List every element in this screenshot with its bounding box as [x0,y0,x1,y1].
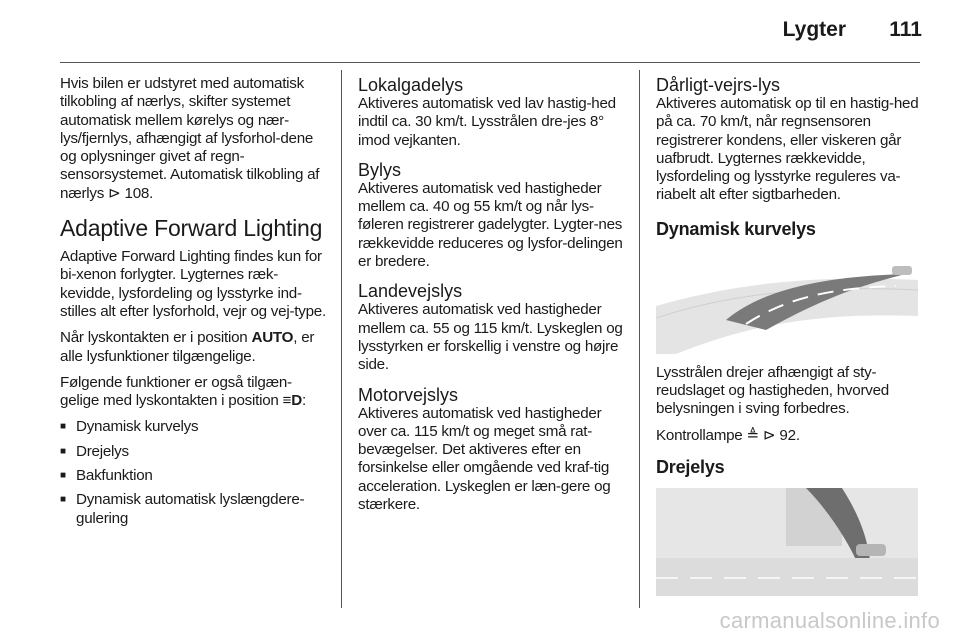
body-paragraph: Aktiveres automatisk ved hastigheder mellem ca. 40 og 55 km/t og når lys-føleren registrerer gadelygter. Lygter-nes rækkevidde reduceres og lysfor-delingen er bredere. [358,179,623,271]
lamp-text: Kontrollampe [656,426,743,444]
subheading: Landevejslys [358,281,463,302]
lamp-paragraph [656,427,922,445]
turn-light-illustration [656,488,918,596]
functions-list [60,418,328,527]
functions-text: Følgende funktioner er også tilgæn-gelige med lyskontakten i position [60,373,292,410]
column-divider [639,70,640,608]
auto-paragraph [60,329,328,366]
afl-control-lamp-icon: ≜ [746,426,759,444]
subheading: Motorvejslys [358,384,459,405]
page-number: 111 [889,18,922,41]
intro-page-ref[interactable]: 108. [124,184,154,202]
header-rule [60,62,920,63]
body-paragraph: Aktiveres automatisk op til en hastig-hed på ca. 70 km/t, når regnsensoren registrerer kondens, eller viskeren går uafbrudt. Lygternes rækkevidde, lysfordeling og lysstyrke reguleres va-riabelt alt efter sigtbarheden. [656,95,919,204]
intro-text: Hvis bilen er udstyret med automatisk tilkobling af nærlys, skifter systemet automatisk mellem kørelys og nær-lys/fjernlys, afhængigt af lysforhol-dene og oplysninger givet af regn-sensorsystemet. Automatisk tilkobling af nærlys [60,75,320,202]
auto-text-pre: Når lyskontakten er i position [60,329,248,347]
subheading: Lokalgadelys [358,75,464,95]
column-right [656,75,922,606]
page-header [0,0,960,60]
watermark: carmanualsonline.info [719,608,940,633]
functions-paragraph: Følgende funktioner er også tilgæn-gelige med lyskontakten i position ≡D: [60,373,306,410]
intro-paragraph [60,75,328,203]
turn-light-figure [656,488,918,596]
section-heading: Dynamisk kurvelys [656,218,816,239]
reference-arrow-icon: ⊳ [108,184,121,202]
body-paragraph: Aktiveres automatisk ved hastigheder mellem ca. 55 og 115 km/t. Lyskeglen og lysstyrken er forskellig i venstre og højre side. [358,301,623,374]
column-divider [341,70,342,608]
body-paragraph: Aktiveres automatisk ved hastigheder over ca. 115 km/t og meget små rat-bevægelser. Det aktiveres efter en forsinkelse eller omgående ved kraf-tig acceleration. Lyskeglen er læn-gere og stærkere. [358,404,611,514]
list-item: ■ Bakfunktion [60,467,328,485]
list-item: ■ Dynamisk kurvelys [60,418,328,436]
lamp-page-ref[interactable]: 92. [779,426,800,444]
list-item: ■ Drejelys [60,443,328,461]
curve-light-figure [656,246,918,354]
light-switch-icon: ≡D [282,392,302,410]
column-left [60,75,328,534]
page-title: Lygter [782,18,846,41]
auto-text-post: , er alle lysfunktioner tilgængelige. [60,329,315,365]
body-paragraph: Aktiveres automatisk ved lav hastig-hed indtil ca. 30 km/t. Lysstrålen dre-jes 8° imod vejkanten. [358,95,616,149]
column-middle [358,75,624,522]
auto-label: AUTO [251,329,294,347]
subheading: Bylys [358,159,402,180]
body-paragraph: Lysstrålen drejer afhængigt af sty-reudslaget og hastigheden, hvorved belysningen i sving forbedres. [656,363,889,418]
subheading: Dårligt-vejrs-lys [656,75,781,95]
afl-paragraph: Adaptive Forward Lighting findes kun for bi-xenon forlygter. Lygternes ræk-kevidde, lysfordeling og lysstyrke ind-stilles alt efter lysforhold, vejr og vej-type. [60,248,326,320]
reference-arrow-icon: ⊳ [762,426,776,444]
list-item: ■ Dynamisk automatisk lyslængdere-gulering [60,491,328,528]
section-heading: Drejelys [656,456,725,477]
section-heading: Adaptive Forward Lighting [60,215,323,242]
curve-light-illustration [656,246,918,354]
